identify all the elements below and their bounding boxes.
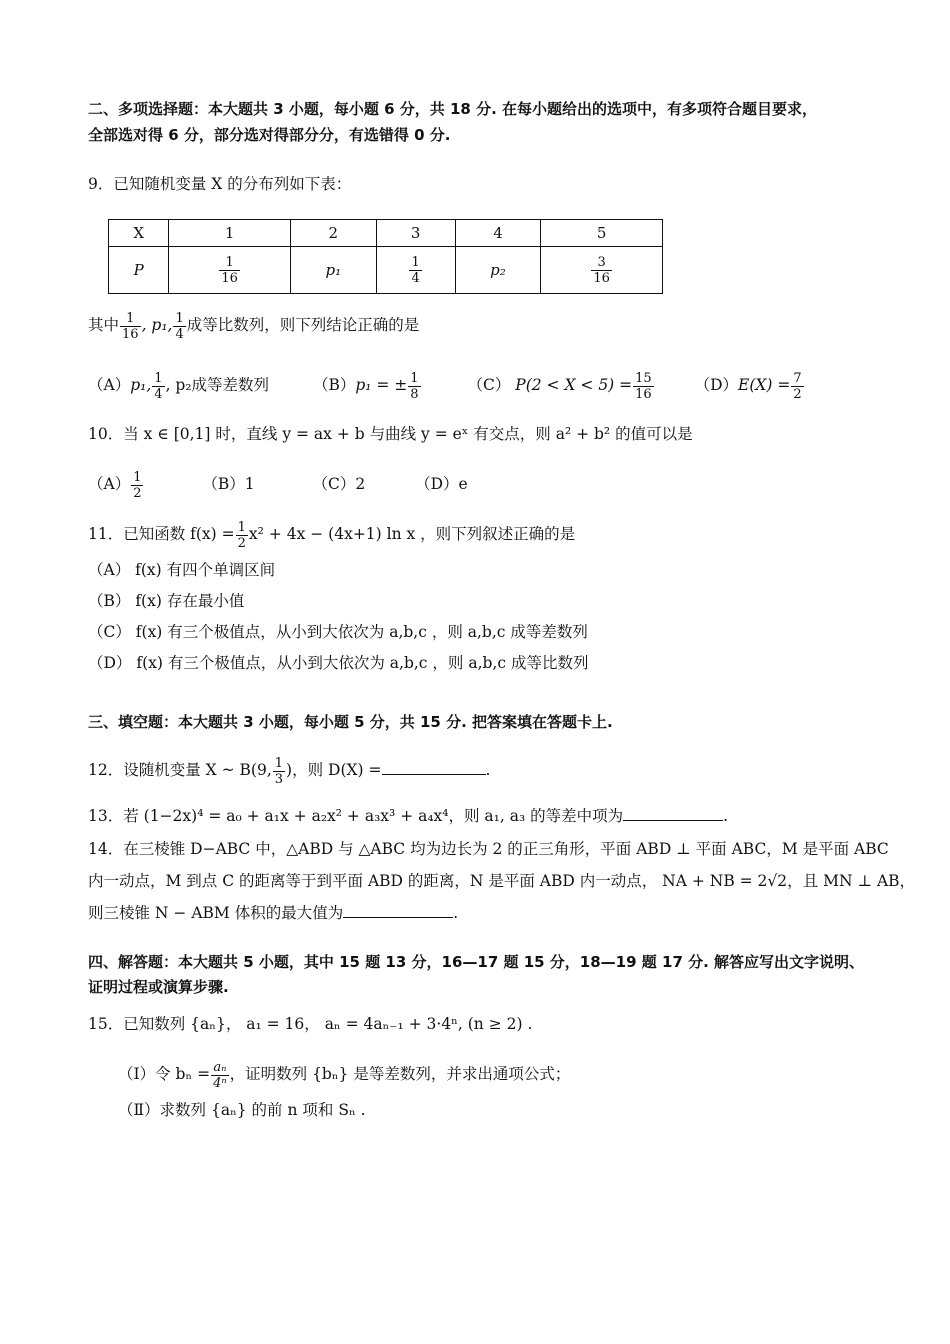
q10-options <box>88 466 468 502</box>
q9-options <box>88 368 805 402</box>
text: ，证明数列 {bₙ} 是等差数列，并求出通项公式； <box>229 1065 571 1083</box>
section-4-title-line1: 四、解答题：本大题共 5 小题，其中 15 题 13 分，16—17 题 15 分，18—19 题 17 分. 解答应写出文字说明、 <box>88 953 865 971</box>
q11-option-b: （B） f(x) 存在最小值 <box>88 592 245 610</box>
table-cell: 2 <box>290 220 376 247</box>
q9-option-b: （B）p₁ = ± $\frac{1}{8}$ <box>312 370 419 402</box>
q14-line3 <box>88 903 458 923</box>
table-cell <box>541 247 663 294</box>
table-cell: 3 <box>376 220 455 247</box>
q15-stem: 15．已知数列 {aₙ}， a₁ = 16， aₙ = 4aₙ₋₁ + 3·4ⁿ, (n ≥ 2) . <box>88 1015 533 1033</box>
table-cell: p₂ <box>455 247 541 294</box>
fraction: $\frac{1}{8}$ <box>410 370 419 402</box>
text: 13．若 (1−2x)⁴ = a₀ + a₁x + a₂x² + a₃x³ + a₄x⁴，则 a₁, a₃ 的等差中项为 <box>88 807 624 825</box>
q10-option-d: （D）e <box>415 475 468 493</box>
q10-option-b: （B）1 <box>202 475 255 493</box>
q9-stem: 9．已知随机变量 X 的分布列如下表： <box>88 175 352 193</box>
answer-blank[interactable] <box>623 806 723 821</box>
q10-stem: 10．当 x ∈ [0,1] 时，直线 y = ax + b 与曲线 y = eˣ 有交点，则 a² + b² 的值可以是 <box>88 425 693 443</box>
q11-stem <box>88 516 575 552</box>
answer-blank[interactable] <box>382 760 486 775</box>
q13 <box>88 806 728 826</box>
fraction: $\frac{\text{aₙ}}{\text{4ⁿ}}$ <box>213 1059 227 1091</box>
q10-option-a: （A） $\frac{1}{2}$ <box>88 469 142 501</box>
table-cell: X <box>109 220 169 247</box>
q9-option-d: （D）E(X) = $\frac{7}{2}$ <box>694 370 802 402</box>
fraction: $\frac{1}{4}$ <box>154 370 163 402</box>
text: 成等比数列，则下列结论正确的是 <box>186 316 420 334</box>
q15-part2: （Ⅱ）求数列 {aₙ} 的前 n 项和 Sₙ . <box>118 1101 366 1119</box>
table-cell <box>169 247 291 294</box>
table-cell: 5 <box>541 220 663 247</box>
q10-option-c: （C）2 <box>312 475 366 493</box>
fraction: $\frac{3}{16}$ <box>593 254 610 286</box>
fraction: $\frac{7}{2}$ <box>793 370 802 402</box>
q12 <box>88 752 490 788</box>
q14-line1: 14．在三棱锥 D−ABC 中，△ABD 与 △ABC 均为边长为 2 的正三角形，平面 ABD ⊥ 平面 ABC，M 是平面 ABC <box>88 840 889 858</box>
section-4-title-line2: 证明过程或演算步骤. <box>88 978 229 996</box>
text: 其中 <box>88 316 120 334</box>
text: 则三棱锥 N − ABM 体积的最大值为 <box>88 904 344 922</box>
q9-option-a: （A）p₁, $\frac{1}{4}$ , p₂成等差数列 <box>88 370 270 402</box>
q9-condition <box>88 308 419 342</box>
text: 12．设随机变量 X ~ B(9, <box>88 761 272 779</box>
text: , p₁, <box>141 316 173 334</box>
q11-option-a: （A） f(x) 有四个单调区间 <box>88 561 276 579</box>
fraction: $\frac{1}{2}$ <box>133 469 142 501</box>
answer-blank[interactable] <box>343 903 453 918</box>
table-cell: 4 <box>455 220 541 247</box>
q11-option-c: （C） f(x) 有三个极值点，从小到大依次为 a,b,c ，则 a,b,c 成等差数列 <box>88 623 588 641</box>
text: . <box>453 904 459 922</box>
table-row <box>109 247 663 294</box>
section-2-title-line1: 二、多项选择题：本大题共 3 小题，每小题 6 分，共 18 分. 在每小题给出的选项中，有多项符合题目要求， <box>88 100 818 118</box>
text: （Ⅰ）令 bₙ = <box>118 1065 211 1083</box>
q9-option-c: （C） P(2 < X < 5) = $\frac{15}{16}$ <box>467 370 652 402</box>
text: )，则 D(X) = <box>286 761 382 779</box>
section-2-title-line2: 全部选对得 6 分，部分选对得部分分，有选错得 0 分. <box>88 126 451 144</box>
section-3-title: 三、填空题：本大题共 3 小题，每小题 5 分，共 15 分. 把答案填在答题卡上. <box>88 713 613 731</box>
text: . <box>723 807 729 825</box>
fraction: $\frac{1}{16}$ <box>122 310 139 342</box>
table-cell: p₁ <box>290 247 376 294</box>
q11-option-d: （D） f(x) 有三个极值点，从小到大依次为 a,b,c ，则 a,b,c 成等比数列 <box>88 654 589 672</box>
table-cell: P <box>109 247 169 294</box>
fraction: $\frac{1}{2}$ <box>237 519 246 551</box>
q15-part1 <box>118 1056 570 1092</box>
text: . <box>485 761 491 779</box>
fraction: $\frac{1}{4}$ <box>175 310 184 342</box>
text: x² + 4x − (4x+1) ln x ，则下列叙述正确的是 <box>248 525 576 543</box>
table-cell: 1 <box>169 220 291 247</box>
table-cell <box>376 247 455 294</box>
fraction: $\frac{1}{4}$ <box>411 254 420 286</box>
distribution-table <box>108 219 663 294</box>
fraction: $\frac{1}{3}$ <box>274 755 284 787</box>
text: 11．已知函数 f(x) = <box>88 525 235 543</box>
table-row <box>109 220 663 247</box>
fraction: $\frac{1}{16}$ <box>221 254 238 286</box>
fraction: $\frac{15}{16}$ <box>635 370 652 402</box>
q14-line2: 内一动点，M 到点 C 的距离等于到平面 ABD 的距离，N 是平面 ABD 内一动点， NA + NB = 2√2，且 MN ⊥ AB， <box>88 872 916 890</box>
